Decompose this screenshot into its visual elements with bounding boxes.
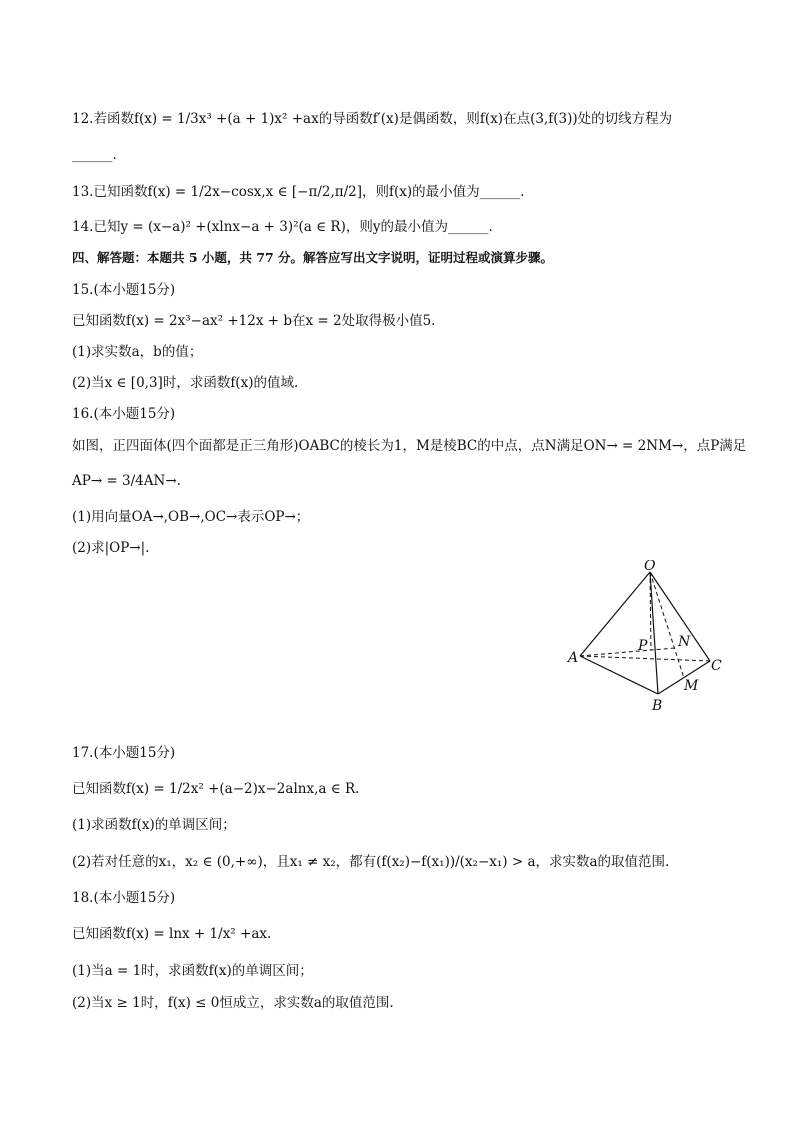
problem-16-stem-cont: AP→ = 3/4AN→.	[72, 473, 181, 489]
section-heading: 四、解答题：本题共 5 小题，共 77 分。解答应写出文字说明，证明过程或演算步骤。	[72, 250, 554, 265]
problem-18-stem: 已知函数f(x) = lnx + 1/x² +ax.	[72, 926, 272, 942]
label-P: P	[638, 638, 648, 654]
problem-12-blank: ______.	[72, 147, 117, 163]
problem-12: 12.若函数f(x) = 1/3x³ +(a + 1)x² +ax的导函数f′(x)是偶函数，则f(x)在点(3,f(3))处的切线方程为	[72, 111, 673, 127]
problem-13: 13.已知函数f(x) = 1/2x−cosx,x ∈ [−π/2,π/2]，则f(x)的最小值为______.	[72, 184, 525, 200]
problem-15-part1: (1)求实数a，b的值；	[72, 344, 203, 360]
problem-16-stem: 如图，正四面体(四个面都是正三角形)OABC的棱长为1，M是棱BC的中点，点N满足ON→ = 2NM→，点P满足	[72, 438, 747, 454]
problem-18-header: 18.(本小题15分)	[72, 890, 176, 906]
label-N: N	[678, 634, 691, 650]
problem-15-header: 15.(本小题15分)	[72, 282, 176, 298]
problem-18-part1: (1)当a = 1时，求函数f(x)的单调区间；	[72, 963, 313, 979]
problem-17-part2: (2)若对任意的x₁，x₂ ∈ (0,+∞)，且x₁ ≠ x₂，都有(f(x₂)−f(x₁))/(x₂−x₁) > a，求实数a的取值范围.	[72, 854, 670, 870]
label-O: O	[644, 560, 656, 574]
problem-16-header: 16.(本小题15分)	[72, 406, 176, 422]
problem-16-part1: (1)用向量OA→,OB→,OC→表示OP→；	[72, 509, 310, 525]
edge-AC	[580, 656, 710, 661]
problem-15-stem: 已知函数f(x) = 2x³−ax² +12x + b在x = 2处取得极小值5.	[72, 313, 436, 329]
label-M: M	[684, 678, 699, 694]
edge-AB	[580, 656, 658, 694]
label-A: A	[568, 650, 579, 666]
problem-15-part2: (2)当x ∈ [0,3]时，求函数f(x)的值域.	[72, 375, 299, 391]
problem-18-part2: (2)当x ≥ 1时，f(x) ≤ 0恒成立，求实数a的取值范围.	[72, 995, 394, 1011]
problem-16-part2: (2)求|OP→|.	[72, 540, 150, 556]
label-B: B	[652, 698, 663, 714]
problem-17-part1: (1)求函数f(x)的单调区间；	[72, 817, 236, 833]
segment-OM	[650, 572, 684, 678]
tetrahedron-figure	[560, 560, 730, 720]
problem-17-header: 17.(本小题15分)	[72, 745, 176, 761]
label-C: C	[711, 658, 722, 674]
segment-AN	[580, 648, 675, 656]
edge-OB	[650, 572, 658, 694]
problem-14: 14.已知y = (x−a)² +(xlnx−a + 3)²(a ∈ R)，则y的最小值为______.	[72, 219, 493, 235]
problem-17-stem: 已知函数f(x) = 1/2x² +(a−2)x−2alnx,a ∈ R.	[72, 781, 360, 797]
